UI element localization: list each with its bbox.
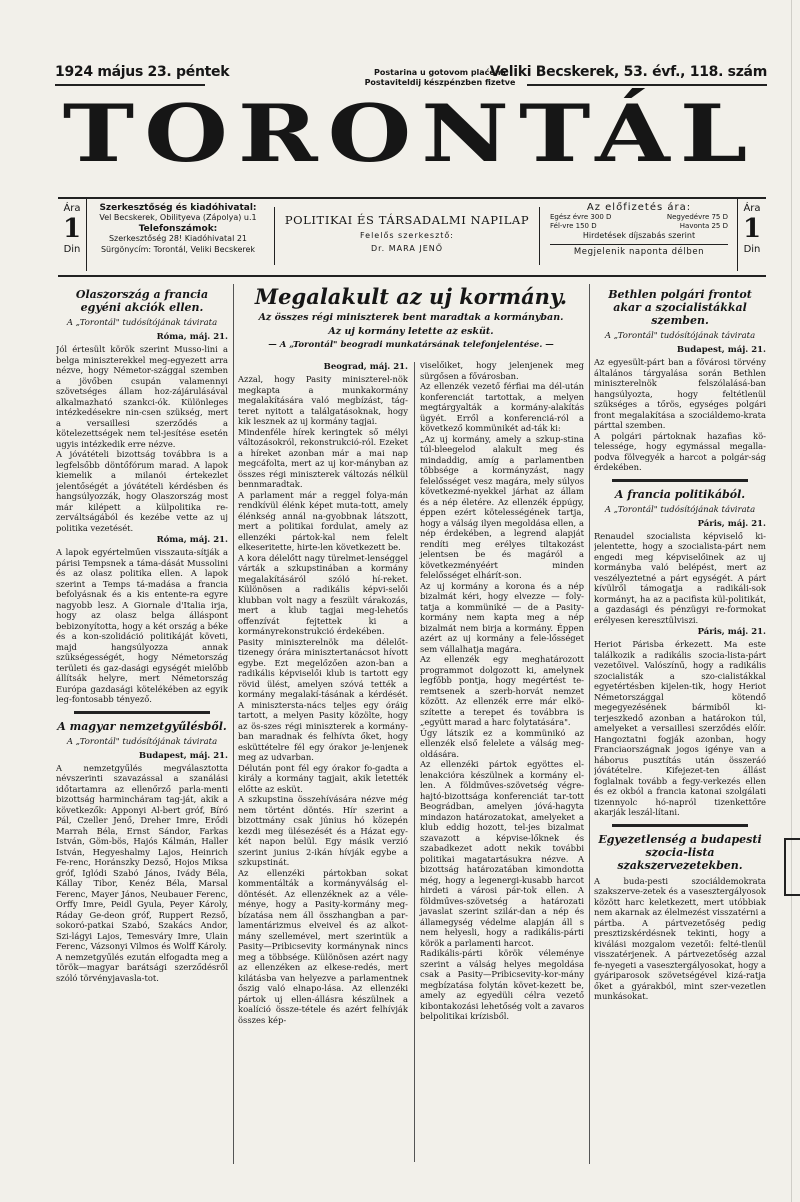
article-paragraph: Jól értesült körök szerint Musso-lini a belga miniszterekkel meg-egyezett arra nézve, hogy Németor-szággal szemben a jövőben csupán valamennyi szövetséges állam hoz-zájárulásával alkalmazható szankci-ók. Különleges intézkedésekre nin-csen szükség, mert a versaillesi szerződés a kötelezettségek nem tel-jesítése esetén ugyis intézkedik erre nézve.	[56, 344, 228, 449]
lead-subheadline: Az uj kormány letette az esküt.	[328, 325, 494, 337]
issue-number: Veliki Becskerek, 53. évf., 118. szám	[489, 64, 767, 80]
article-headline: A magyar nemzetgyűlésből.	[57, 719, 227, 733]
article-paragraph: Az uj kormány a korona és a nép bizalmát kéri, hogy elvezze — foly-tatja a kommüniké — de a Pasity-kormány nem kapta meg a nép bizalmát nem birja a kormány. Éppen azért az uj kormány a fele-lősséget sem vállalhatja magára.	[420, 580, 584, 654]
article-paragraph: Az ellenzék egy meghatározott programmot dolgozott ki, amelynek legfőbb pontja, hogy megértést te-remtsenek a szerb-horvát nemzet között. Az ellenzék erre már elkö-szítette a terepet és továbbra is „együtt marad a harc folytatására".	[420, 654, 584, 727]
article-byline: A „Torontál" tudósítójának távirata	[66, 736, 218, 747]
article-byline: A „Torontál" tudósítójának távirata	[604, 504, 756, 515]
article-paragraph: A szkupstina összehívására nézve még nem történt döntés. Hír szerint a bizottmány csak június hó közepén kezdi meg ülésezését és a Házat egy-két napon belül. Egy másik verzió szerint junius 2-ikán hívják egybe a szkupstinát.	[238, 794, 408, 867]
masthead-title: TORONTÁL	[62, 87, 758, 180]
article-paragraph: Az ellenzéki pártokban sokat kommentálták a kormányválság el-döntését. Az ellenzéknek az a véle-ménye, hogy a Pasity-kormány meg-bízatása nem áll összhangban a par-lamentárizmus elveivel és az alkot-mány szellemével, mert szerintük a Pasity—Pribicsevity kormánynak nincs meg a többsége. Különösen azért nagy az ellenzéken az elkese-redés, mert kilátásba van helyezve a parlamentnek őszig való elnapo-lása. Az ellenzéki pártok uj ellen-állásra készülnek a koalíció össze-tétele és azért felhívják összes kép-	[238, 867, 408, 1025]
article-dateline: Róma, máj. 21.	[156, 332, 228, 342]
column-rule	[233, 284, 234, 1164]
editorial-address: Vel Becskerek, Obilityeva (Zápolya) u.1	[99, 213, 257, 223]
article-paragraph: A buda-pesti szociáldemokrata szakszerve-zetek és a vasesztergályosok között harc keletkezett, mert utóbbiak nem akarnak az élelmezést visszatérni a pártba. A pártvezetőség pedig presztizskérdésnek tekinti, hogy a kiválási mozgalom vezetői: felté-tlenül visszatérjenek. A pártvezetőség azzal fe-nyegeti a vasesztergályosokat, hogy a gyáriparosok szövetségével kizá-ratja őket a gyárakból, mint szer-vezetlen munkásokat.	[594, 875, 766, 1001]
lead-subheadline: Az összes régi miniszterek bent maradtak a kormányban.	[258, 312, 564, 323]
article-paragraph: Renaudel szocialista képviselő ki-jelentette, hogy a szocialista-párt nem engedi meg képviselőinek az uj kormányba való belépést, mert az veszélyeztetné a párt egységét. A párt kívülről támogatja a radikáli-sok kormányt, ha az a pacifista kül-politikát, a gazdasági és pénzügyi re-formokat erélyesen keresztülviszi.	[594, 530, 766, 625]
prices-head: Az előfizetés ára:	[586, 202, 692, 213]
price-half-year: Fél-vre 150 D	[550, 222, 597, 230]
article-paragraph: Délután pont fél egy órakor fo-gadta a király a kormány tagjait, akik letették előtte az esküt.	[238, 762, 408, 794]
appears-note: Megjelenik naponta délben	[550, 244, 728, 257]
article-paragraph: A polgári pártoknak hazafias kö-telessége, hogy egymással megalla-podva fölvegyék a harcot a polgár-ság érdekében.	[594, 430, 766, 472]
paper-subtitle: POLITIKAI ÉS TÁRSADALMI NAPILAP	[284, 213, 530, 227]
article-dateline: Budapest, máj. 21.	[138, 750, 228, 761]
article-paragraph: A lapok egyértelműen visszauta-sítják a párisi Tempsnek a táma-dását Mussolini és az olasz politika ellen. A lapok szerint a Temps tá-madása a francia befolyásnak és a kis entente-ra egyre nagyobb lesz. A Giornale d'Italia irja, hogy az olasz belga álláspont bebizonyította, hogy a két ország a béke és a kon-szolidáció politikáját követi, majd hangsúlyozza annak szükségességét, hogy Németország területi és gaz-dasági egységét mielőbb állítsák helyre, mert Németország Európa gazdasági kötelékében az egyik leg-fontosabb tényező.	[56, 547, 228, 704]
article-paragraph: Radikális-párti körök véleménye szerint a válság helyes megoldása csak a Pasity—Pribicsevity-kor-mány megbízatása folytán követ-kezett be, amely az egyedüli célra vezető kibontakozási lehetőség volt a zavaros belpolitikai krízisből.	[420, 948, 584, 1021]
lead-article	[238, 282, 584, 1182]
phones-head: Telefonszámok:	[138, 223, 218, 234]
price-quarter: Negyedévre 75 D	[666, 213, 728, 221]
article-paragraph: Az ellenzéki pártok egyöttes el-lenakcióra készülnek a kormány el-len. A földműves-szövetség végre-hajtó-bizottsága konferenciát tar-tott Beográdban, amelyen jóvá-hagyta mindazon határozatokat, amelyeket a klub eddig hozott, tel-jes bizalmat szavazott a képvise-lőknek és szabadkezet adott nekik további politikai magatartásukra nézve. A bizottság határozatában kimondotta még, hogy a legenergi-kusabb harcot hirdeti a városi pár-tok ellen. A földműves-szövetség a határozati javaslat szerint szilár-dan a nép és államegység védelme alapján áll s nem helyesli, hogy a radikális-párti körök a parlamenti harcot.	[420, 759, 584, 948]
lead-headline: Megalakult az uj kormány.	[254, 284, 568, 309]
editor-name: Dr. MARA JENŐ	[370, 244, 444, 253]
price-currency: Din	[63, 244, 81, 255]
price-label: Ára	[63, 203, 81, 214]
article-dateline: Páris, máj. 21.	[697, 627, 766, 637]
price-box-left	[58, 199, 87, 271]
editor-label: Felelős szerkesztő:	[360, 231, 454, 240]
postal-line-1: Postarina u gotovom plaćena	[374, 68, 506, 77]
article-separator	[612, 479, 748, 482]
editorial-office	[94, 203, 262, 255]
article-dateline: Páris, máj. 21.	[697, 518, 766, 529]
telegram-address: Sürgönycím: Torontál, Veliki Becskerek	[100, 244, 256, 254]
issue-rule	[527, 84, 767, 86]
paper-subtitle-box	[274, 207, 540, 265]
subscription-prices	[550, 203, 728, 257]
article-headline: A francia politikából.	[614, 487, 746, 501]
prices-row	[550, 222, 728, 231]
article-dateline: Beograd, máj. 21.	[323, 362, 408, 372]
article-paragraph: „Az uj kormány, amely a szkup-stina túl-bleegelod alakult meg és mindaddig, amíg a parlamentben többsége a kormányzást, nagy felelősséget vesz magára, mely súlyos következmé-nyekkel járhat az állam és a nép életére. Az ellenzék éppúgy, éppen ezért kötelességének tartja, hogy a válság ilyen megoldása ellen, a nép érdekében, a legrend alapját rendíti meg erélyes tiltakozást jelentsen be és magáról a következményéért minden felelősséget elhárít-son.	[420, 433, 584, 580]
lead-telephone-report: — A „Torontál" beogradi munkatársának telefonjelentése. —	[268, 340, 554, 350]
column-right	[594, 282, 766, 1182]
postal-line-2: Postaviteldij készpénzben fizetve	[364, 78, 516, 87]
lead-column-right	[420, 360, 584, 1022]
article-paragraph: Heriot Párisba érkezett. Ma este találkozik a radikális szocia-lista-párt vezetőivel. Valószínű, hogy a radikális szocialisták a szo-cialistákkal egyetértésben kijelen-tik, hogy Heriot Németországgal kötendő megegyezésének bármiből ki-terjeszkedő azonban a határokon túl, amelyeket a versaillesi szerződés előír. Hangoztatni fogják azonban, hogy Franciaországnak jogos igénye van a háborus pusztítás után összeráó jóvátételre. Kifejezet-ten állást foglalnak tovább a fegy-verkezés ellen és ez okból a francia katonai szolgálati tizennyolc hó-napról tizenkettőre akarják leszál-lítani.	[594, 639, 766, 817]
article-headline: Bethlen polgári frontot akar a szocialistákkal szemben.	[608, 288, 752, 327]
article-paragraph: Mindenféle hírek keringtek ső mélyi változásokról, rekonstrukció-ról. Ezeket a híreket azonban már a mai nap megcáfolta, mert az uj kor-mányban az összes régi miniszterek változás nélkül bennmaradtak.	[238, 426, 408, 489]
article-paragraph: A parlament már a reggel folya-mán rendkívül élénk képet muta-tott, amely élénkség annál na-gyobbnak látszott, mert a politikai fordulat, amely az ellenzéki pártok-kal nem felelt elkeseritette, hirte-len következett be.	[238, 489, 408, 552]
ads-note: Hirdetések díjszabás szerint	[582, 231, 696, 240]
article-headline: Egyezetlenség a budapesti szocia-lista szakszervezetekben.	[598, 832, 762, 872]
lead-column-left	[238, 360, 408, 1025]
price-year: Egész évre 300 D	[550, 213, 612, 221]
article-dateline: Róma, máj. 21.	[156, 535, 228, 545]
article-paragraph: Pasity miniszterelnök ma délelőt-tizenegy órára minisztertanácsot hívott egybe. Ezt megelőzően azon-ban a radikális képviselői klub is tartott egy rövid ülést, amelyen szóvá tették a kormány megalakí-tásának a kérdését. A minisztersta-nács teljes egy óráig tartott, a melyen Pasity közölte, hogy az ös-szes régi miniszterek a kormány-ban maradnak és felhívta őket, hogy esküttételre fél egy órakor je-lenjenek meg az udvarban.	[238, 636, 408, 762]
article-paragraph: A nemzetgyűlés megválasztotta névszerinti szavazással a szanálási időtartamra az ellenőrző parla-menti bizottság harmincháram tag-ját, akik a következők: Apponyi Al-bert gróf, Bíró Pál, Czeller Jenő, Dreher Imre, Erődi Marrah Béla, Ernst Sándor, Farkas István, Göm-bös, Hajós Kálmán, Haller István, Hegyeshalmy Lajos, Heinrich Fe-renc, Horánszky Dezső, Hojos Miksa gróf, Iglódi Szabó János, Ivády Béla, Kállay Tibor, Kenéz Béla, Marsal Ferenc, Mayer János, Neubauer Ferenc, Orffy Imre, Peidl Gyula, Peyer Károly, Ráday Ge-deon gróf, Ruppert Rezső, sokoró-patkai Szabó, Szakács Andor, Szi-lágyi Lajos, Temesváry Imre, Ulain Ferenc, Vázsonyi Vilmos és Wolff Károly.	[56, 762, 228, 951]
editorial-head: Szerkesztőség és kiadóhivatal:	[99, 203, 257, 213]
column-rule	[589, 284, 590, 1164]
price-box-right	[737, 199, 766, 271]
price-label: Ára	[743, 203, 761, 214]
column-left	[56, 282, 228, 1182]
price-value: 1	[742, 214, 762, 244]
top-line	[55, 64, 767, 86]
phones: Szerkesztőség 28! Kiadóhivatal 21	[108, 234, 248, 244]
article-paragraph: Úgy látszik ez a kommünikó az ellenzék első felelete a válság meg-oldására.	[420, 727, 584, 759]
article-paragraph: A nemzetgyűlés ezután elfogadta meg a török—magyar barátsági szerződésről szóló törvényjavasla-tot.	[56, 951, 228, 983]
article-paragraph: Az egyesült-párt ban a fővárosi törvény általános tárgyalása során Bethlen miniszterelnök felszólalásá-ban hangsúlyozta, hogy feltétlenül szükséges a tőrös, egységes polgári front megalakítása a szociáldemo-krata párttal szemben.	[594, 357, 766, 430]
price-value: 1	[62, 214, 82, 244]
article-byline: A „Torontál" tudósítójának távirata	[604, 331, 756, 341]
article-paragraph: viselőiket, hogy jelenjenek meg sürgősen a fővárosban.	[420, 360, 584, 381]
article-byline: A „Torontál" tudósítójának távirata	[66, 318, 218, 328]
date-rule	[55, 84, 205, 86]
article-separator	[612, 824, 748, 827]
info-band	[58, 197, 766, 277]
issue-date: 1924 május 23. péntek	[55, 64, 230, 80]
prices-row	[550, 213, 728, 222]
price-month: Havonta 25 D	[679, 222, 728, 230]
price-currency: Din	[743, 244, 761, 255]
article-paragraph: Azzal, hogy Pasity miniszterel-nök megkapta a munkakormány megalakítására való megbízást, tág-teret nyitott a találgatásoknak, hogy kik lesznek az uj kormány tagjai.	[238, 374, 408, 426]
article-headline: Olaszország a francia egyéni akciók ellen.	[75, 288, 209, 314]
article-paragraph: A kora délelőtt nagy türelmet-lenséggel várták a szkupstinában a kormány megalakításáról szóló hí-reket. Különösen a radikális képvi-selői klubban volt nagy a feszült várakozás, mert a klub tagjai meg-lehetős offenzívát fejtettek ki a kormányrekonstrukció érdekében.	[238, 552, 408, 636]
scan-edge	[791, 0, 792, 1202]
article-paragraph: Az ellenzék vezető férfiai ma dél-után konferenciát tartottak, a melyen megtárgyalták a kormány-alakítás ügyét. Erről a konferenciá-ról a következő kommünikét ad-ták ki:	[420, 381, 584, 433]
article-paragraph: A jóvátételi bizottság továbbra is a legfelsőbb döntőfórum marad. A lapok kiemelik a milanói értekezlet jelentőségét a jóvátételi kérdésben és hangsúlyozzák, hogy Olaszország most már kilépett a külpolitika re-zerváltságából és kezébe vette az uj politika vezetését.	[56, 449, 228, 533]
article-dateline: Budapest, máj. 21.	[676, 345, 766, 355]
article-separator	[74, 711, 210, 714]
scan-bracket-mark	[784, 838, 800, 896]
